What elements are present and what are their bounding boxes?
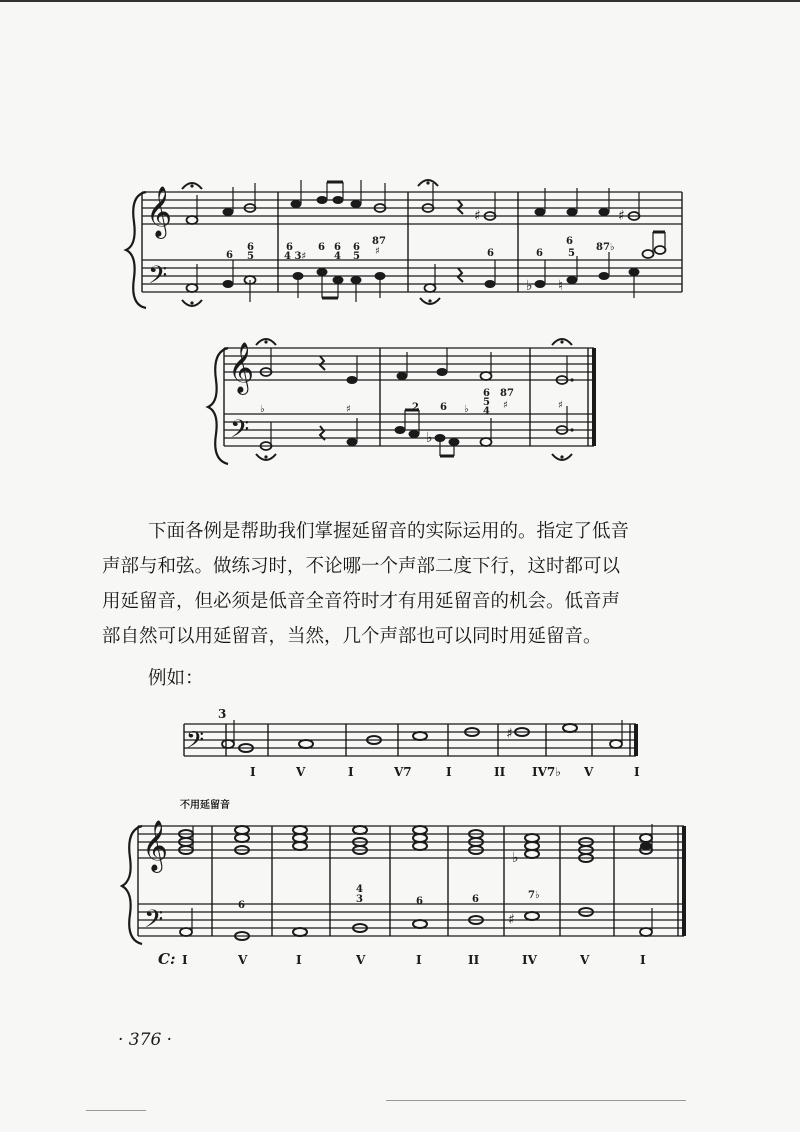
- body-line: 部自然可以用延留音，当然，几个声部也可以同时用延留音。: [102, 626, 602, 647]
- svg-text:♭: ♭: [426, 430, 433, 446]
- roman-numerals-realization: [158, 950, 646, 968]
- bass-clef-icon: 𝄢: [148, 261, 168, 296]
- treble-staff: [224, 348, 594, 380]
- figure: 6: [318, 242, 325, 253]
- bass-clef-icon: 𝄢: [186, 726, 205, 759]
- figure: 87: [500, 388, 514, 399]
- figure: ♭: [260, 404, 265, 415]
- figure: 6: [483, 388, 490, 399]
- figure: 6: [226, 250, 233, 261]
- fermata-icon: [256, 339, 572, 460]
- figure: ♯: [375, 246, 380, 257]
- figure: 6: [334, 242, 341, 253]
- figure: 6: [238, 900, 245, 911]
- roman-numeral: V: [356, 953, 366, 967]
- bass-staff: [224, 414, 594, 446]
- body-line: 下面各例是帮助我们掌握延留音的实际运用的。指定了低音: [148, 521, 630, 542]
- figure: 5: [568, 248, 575, 259]
- page-number: · 376 ·: [118, 1030, 173, 1050]
- figure: 87: [372, 236, 386, 247]
- roman-numeral: I: [634, 765, 640, 779]
- figured-bass-system-1: [226, 236, 615, 262]
- roman-numeral: IV7♭: [532, 765, 561, 779]
- figure: 3: [218, 707, 227, 721]
- roman-numeral: I: [446, 765, 452, 779]
- figured-bass-realization: [238, 884, 540, 911]
- example-label: 例如：: [148, 668, 204, 689]
- figure: 5: [247, 251, 254, 262]
- svg-text:♯: ♯: [474, 208, 481, 224]
- figure: 6: [536, 248, 543, 259]
- roman-numeral: V: [296, 765, 306, 779]
- treble-staff: [138, 826, 684, 858]
- body-line: 用延留音，但必须是低音全音符时才有用延留音的机会。低音声: [102, 591, 621, 612]
- roman-numeral: V7: [394, 765, 412, 779]
- treble-clef-icon: 𝄞: [146, 186, 173, 237]
- body-line: 声部与和弦。做练习时，不论哪一个声部二度下行，这时都可以: [102, 556, 621, 577]
- realization-heading: 不用延留音: [180, 800, 230, 811]
- roman-numeral: V: [580, 953, 590, 967]
- roman-numeral: V: [238, 953, 248, 967]
- realization-system: [122, 798, 684, 968]
- bass-chord-notes: [180, 908, 652, 940]
- figure: 6: [286, 242, 293, 253]
- roman-numeral: V: [584, 765, 594, 779]
- body-paragraph: [102, 514, 748, 654]
- roman-numeral: II: [468, 953, 480, 967]
- figure: 6: [472, 894, 479, 905]
- figure: ♯: [558, 400, 563, 411]
- scan-artifact: [386, 1100, 686, 1101]
- figure: 3: [356, 894, 363, 905]
- figure: 6: [416, 896, 423, 907]
- figure: 6: [247, 242, 254, 253]
- bass-line-exercise: [184, 707, 640, 779]
- figure: 4: [483, 406, 490, 417]
- figure: 6: [566, 236, 573, 247]
- svg-text:♯: ♯: [508, 912, 515, 928]
- figure: 7♭: [528, 890, 540, 901]
- score-system-2: [208, 339, 594, 464]
- figure: ♯: [346, 404, 351, 415]
- roman-numeral: II: [494, 765, 506, 779]
- roman-numeral: I: [348, 765, 354, 779]
- bass-staff: [138, 904, 684, 936]
- svg-text:♯: ♯: [618, 208, 625, 224]
- figure: ♯: [503, 400, 508, 411]
- fermata-icon: [182, 180, 440, 306]
- roman-numeral: I: [250, 765, 256, 779]
- brace: [126, 192, 146, 308]
- key-label: C:: [158, 950, 176, 968]
- bass-clef-icon: 𝄢: [144, 905, 164, 940]
- svg-text:♭: ♭: [512, 850, 519, 866]
- roman-numeral: I: [296, 953, 302, 967]
- figure: 87♭: [596, 242, 615, 253]
- figure: 4 3♯: [284, 251, 307, 262]
- svg-text:♮: ♮: [558, 278, 564, 294]
- treble-clef-icon: 𝄞: [228, 342, 255, 393]
- brace: [122, 826, 142, 944]
- roman-numeral: I: [182, 953, 188, 967]
- figure: 5: [353, 251, 360, 262]
- roman-numeral: I: [416, 953, 422, 967]
- svg-text:♭: ♭: [526, 278, 533, 294]
- figured-bass-system-2: [260, 388, 563, 417]
- figure: 5: [483, 397, 490, 408]
- roman-numeral: I: [640, 953, 646, 967]
- score-system-1: [126, 180, 682, 308]
- figure: 6: [440, 402, 447, 413]
- treble-staff: [142, 192, 682, 224]
- treble-notes-system-2: [261, 348, 574, 384]
- figure: 4: [356, 884, 363, 895]
- roman-numeral: IV: [522, 953, 537, 967]
- roman-numerals-exercise: [250, 765, 640, 779]
- bass-clef-icon: 𝄢: [230, 415, 250, 450]
- treble-clef-icon: 𝄞: [142, 820, 169, 871]
- scan-artifact: [86, 1110, 146, 1111]
- figure: 6: [487, 248, 494, 259]
- treble-notes-system-1: [187, 180, 640, 224]
- figure: 6: [353, 242, 360, 253]
- svg-text:♯: ♯: [506, 726, 513, 742]
- figure: ♭: [464, 404, 469, 415]
- figure: 2: [412, 402, 419, 413]
- treble-chords: [179, 824, 652, 866]
- figure: 4: [334, 251, 341, 262]
